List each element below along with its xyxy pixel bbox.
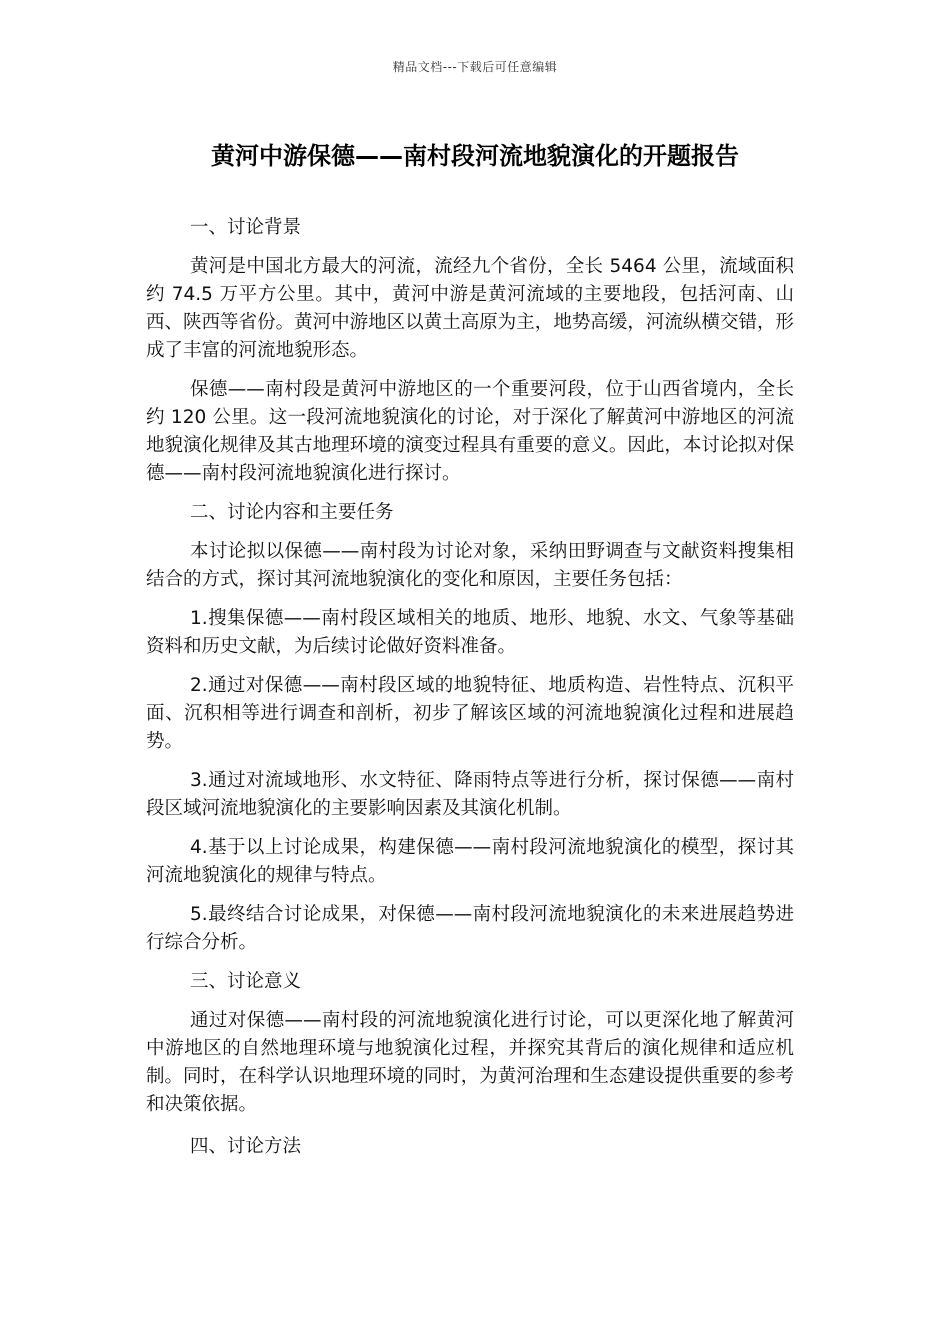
task-item-1: 1.搜集保德——南村段区域相关的地质、地形、地貌、水文、气象等基础资料和历史文献，为后续讨论做好资料准备。 [146, 608, 794, 657]
paragraph-content-intro: 本讨论拟以保德——南村段为讨论对象，采纳田野调查与文献资料搜集相结合的方式，探讨其河流地貌演化的变化和原因，主要任务包括： [146, 541, 794, 590]
paragraph-significance: 通过对保德——南村段的河流地貌演化进行讨论，可以更深化地了解黄河中游地区的自然地理环境与地貌演化过程，并探究其背后的演化规律和适应机制。同时，在科学认识地理环境的同时，为黄河治理和生态建设提供重要的参考和决策依据。 [146, 1010, 794, 1115]
paragraph-background-1: 黄河是中国北方最大的河流，流经九个省份，全长 5464 公里，流域面积约 74.5 万平方公里。其中，黄河中游是黄河流域的主要地段，包括河南、山西、陕西等省份。黄河中游地区以黄土高原为主，地势高缓，河流纵横交错，形成了丰富的河流地貌形态。 [146, 256, 794, 361]
task-item-2: 2.通过对保德——南村段区域的地貌特征、地质构造、岩性特点、沉积平面、沉积相等进行调查和剖析，初步了解该区域的河流地貌演化过程和进展趋势。 [146, 675, 794, 752]
task-item-5: 5.最终结合讨论成果，对保德——南村段河流地貌演化的未来进展趋势进行综合分析。 [146, 904, 794, 953]
task-item-4: 4.基于以上讨论成果，构建保德——南村段河流地貌演化的模型，探讨其河流地貌演化的规律与特点。 [146, 837, 794, 886]
header-note: 精品文档---下载后可任意编辑 [392, 60, 558, 74]
section-heading-content-tasks: 二、讨论内容和主要任务 [190, 502, 394, 523]
section-heading-methods: 四、讨论方法 [190, 1136, 302, 1157]
section-heading-background: 一、讨论背景 [190, 217, 302, 238]
document-body [146, 214, 794, 1172]
task-item-3: 3.通过对流域地形、水文特征、降雨特点等进行分析，探讨保德——南村段区域河流地貌演化的主要影响因素及其演化机制。 [146, 770, 794, 819]
document-title: 黄河中游保德——南村段河流地貌演化的开题报告 [211, 142, 739, 170]
paragraph-background-2: 保德——南村段是黄河中游地区的一个重要河段，位于山西省境内，全长约 120 公里。这一段河流地貌演化的讨论，对于深化了解黄河中游地区的河流地貌演化规律及其古地理环境的演变过程具有重要的意义。因此，本讨论拟对保德——南村段河流地貌演化进行探讨。 [146, 379, 794, 484]
section-heading-significance: 三、讨论意义 [190, 971, 302, 992]
